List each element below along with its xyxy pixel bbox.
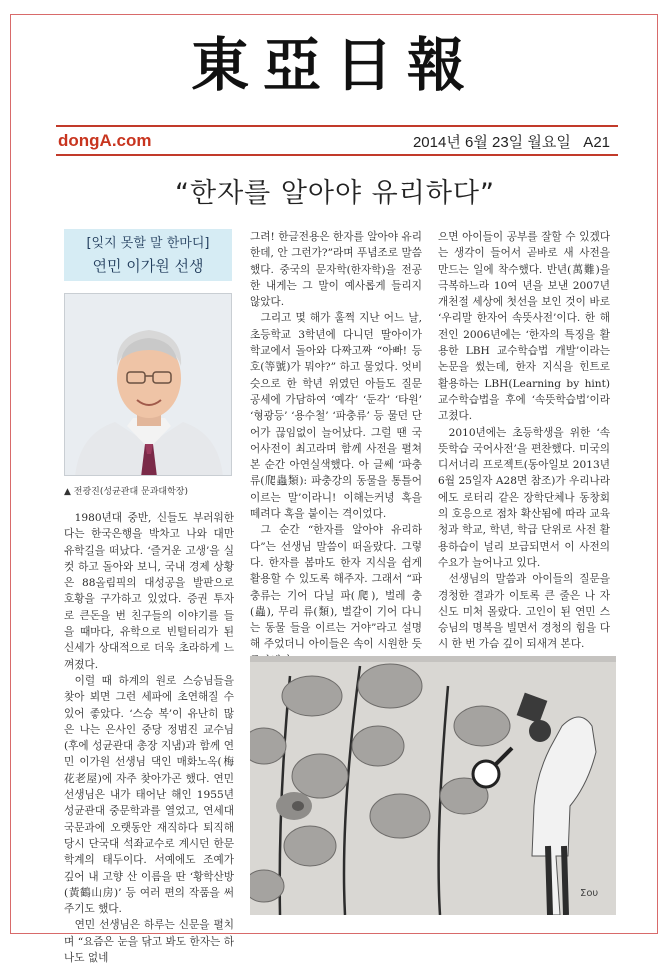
illustration-signature: Σου	[580, 888, 599, 899]
author-photo	[64, 293, 232, 476]
column-series: [잊지 못할 말 한마디]	[86, 236, 210, 251]
body-paragraph: 그리고 몇 해가 훌쩍 지난 어느 날, 초등학교 3학년에 다니던 딸아이가 학교에서 돌아와 다짜고짜 “아빠! 등호(等號)가 뭐야?” 하고 물었다. 엇비슷으로 한 학년 위였던 아들도 질문 공세에 가담하여 ‘예각’ ‘둔각’ ‘타원’ ‘형광등’ ‘용수철’ ‘파충류’ 등 물던 단어가 끊임없이 늘어났다. 그럴 땐 국어사전이 최고라며 함께 사전을 펼쳐 본 순간 아연실색했다. 아 글쎄 ‘파충류(爬蟲類): 파충강의 동물을 통틀어 이르는 말’이라니! 이해는커녕 혹을 떼려다 혹을 붙이는 격이었다.	[250, 312, 422, 521]
body-column-3	[438, 229, 610, 653]
header-rule-top	[56, 125, 618, 127]
body-column-2	[250, 229, 422, 702]
column-box	[64, 229, 232, 281]
dateline: 2014년 6월 23일 월요일 A21	[412, 134, 610, 151]
body-paragraph: 이럴 때 하계의 원로 스승님들을 찾아 뵈면 그런 세파에 초연해질 수 있어 좋았다. ‘스승 복’이 유난히 많은 나는 은사인 중당 정범진 교수님(후에 성균관대 총장 지냄)과 함께 연민 이가원 선생님 댁인 매화노옥(梅花老屋)에 자주 찾아가곤 했다. 연민 선생님은 내가 태어난 해인 1955년 성균관대 중문학과를 열었고, 연세대 국문과에 오랫동안 재직하다 퇴직해 당시 단국대 석좌교수로 계시던 한문학계의 태두이다. 서예에도 조예가 깊어 내 고향 산 이름을 딴 ‘황학산방(黃鶴山房)’ 등 여러 편의 작품을 써주기도 했다.	[64, 674, 234, 916]
body-paragraph: 1980년대 중반, 신들도 부러워한다는 한국은행을 박차고 나와 대만 유학길을 떠났다. ‘즐거운 고생’을 실컷 하고 돌아와 보니, 국내 경제 상황은 88올림픽의 대성공을 발판으로 호황을 구가하고 있었다. 증권 투자로 큰돈을 번 친구들의 이야기를 들을 때마다, 유학으로 빈털터리가 된 신세가 상대적으로 더욱 초라하게 느껴졌다.	[64, 512, 234, 671]
header-rule-bottom	[56, 154, 618, 156]
speech-bubble-plants-illustration	[250, 656, 616, 915]
article-illustration	[250, 656, 616, 915]
site-link[interactable]: dongA.com	[58, 131, 152, 150]
portrait-illustration	[65, 294, 232, 476]
photo-caption: ▲ 전광진(성균관대 문과대학장)	[64, 487, 188, 497]
body-paragraph: 그려! 한글전용은 한자를 알아야 유리한데, 안 그런가?”라며 푸념조로 말씀했다. 중국의 문자학(한자학)을 전공한 내게는 그 말이 예사롭게 들리지 않았다.	[250, 231, 422, 309]
body-paragraph: 으면 아이들이 공부를 잘할 수 있겠다는 생각이 들어서 곧바로 새 사전을 만드는 일에 착수했다. 반년(萬難)을 극복하느라 10여 년을 보낸 2007년 개천절 세상에 첫선을 보인 것이 바로 ‘우리말 한자어 속뜻사전’이다. 한 해 전인 2006년에는 ‘한자의 특징을 활용한 LBH 교수학습법 개발’이라는 논문을 썼는데, 한자 지식을 힌트로 활용하는 LBH(Learning by hint) 교수학습법을 후에 ‘속뜻학습법’이라 고쳤다.	[438, 231, 610, 423]
column-author: 연민 이가원 선생	[92, 257, 204, 275]
newspaper-masthead: 東亞日報	[190, 31, 479, 99]
body-paragraph: 그 순간 “한자를 알아야 유리하다”는 선생님 말씀이 떠올랐다. 그렇다. 한자를 봄마도 한자 지식을 쉽게 활용할 수 있도록 해주자. 그래서 “파충류는 기어 다닐 파(爬), 벌레 충(蟲), 무리 류(類), 벌갈이 기어 다니는 동물 들을 이르는 거야”라고 설명해 주었더니 아이들은 속이 시원한 듯	[250, 524, 422, 651]
body-paragraph: 2010년에는 초등학생을 위한 ‘속뜻학습 국어사전’을 편찬했다. 미국의 디서너리 프로젝트(동아일보 2013년 6월 25일자 A28면 참조)가 우리나라에도 로터리 같은 장학단체나 동창회의 호응으로 점차 확산됨에 따라 교육청과 학교, 학년, 학급 단위로 사전 활용하습이 널리 보급되면서 이 사전의 수요가 늘어나고 있다.	[438, 426, 610, 569]
body-paragraph: 연민 선생님은 하루는 신문을 펼치며 “요즘은 눈을 닦고 봐도 한자는 하나도 없네	[64, 919, 234, 965]
article-headline: “한자를 알아야 유리하다”	[175, 178, 495, 209]
body-paragraph: 선생님의 말씀과 아이들의 질문을 경청한 결과가 이토록 큰 줄은 나 자신도 미처 몰랐다. 고인이 된 연민 스승님의 명복을 빌면서 경청의 힘을 다시 한 번 가슴 깊이 되새겨 본다.	[438, 573, 610, 651]
body-column-1	[64, 510, 234, 966]
